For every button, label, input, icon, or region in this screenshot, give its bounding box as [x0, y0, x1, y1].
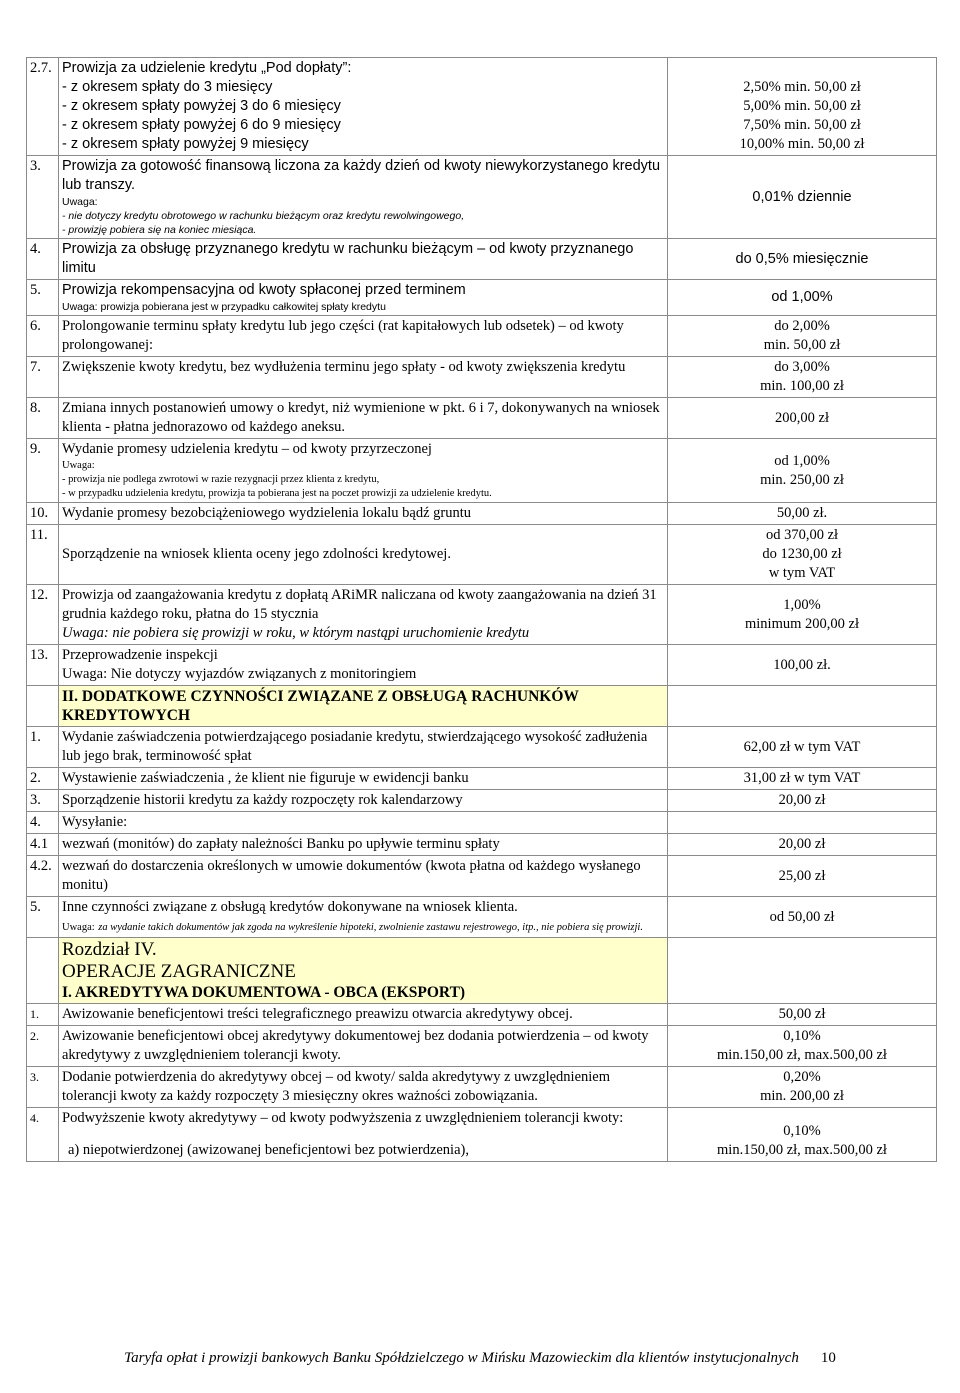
- note-label: Uwaga:: [62, 922, 95, 933]
- row-text: Wydanie promesy udzielenia kredytu – od kwoty przyrzeczonej: [62, 441, 432, 457]
- table-row: [27, 357, 937, 398]
- table-row: [27, 897, 937, 938]
- row-number: 1.: [27, 1004, 59, 1026]
- row-text: Awizowanie beneficjentowi treści telegraficznego preawizu otwarcia akredytywy obcej.: [59, 1004, 668, 1026]
- fee-value: 0,10%: [783, 1028, 821, 1044]
- row-text: Wysyłanie:: [59, 812, 668, 834]
- row-text: - z okresem spłaty powyżej 3 do 6 miesięcy: [62, 98, 341, 114]
- row-number: 7.: [27, 357, 59, 398]
- row-number: 9.: [27, 439, 59, 503]
- row-number: 4.: [27, 1108, 59, 1162]
- row-number: 12.: [27, 585, 59, 645]
- fee-value: od 50,00 zł: [668, 897, 937, 938]
- row-text: Prolongowanie terminu spłaty kredytu lub jego części (rat kapitałowych lub odsetek) – od kwoty prolongowanej:: [59, 316, 668, 357]
- row-text: Zwiększenie kwoty kredytu, bez wydłużenia terminu jego spłaty - od kwoty zwiększenia kredytu: [59, 357, 668, 398]
- table-row: [27, 156, 937, 239]
- table-row: [27, 280, 937, 316]
- table-row: [27, 503, 937, 525]
- chapter-subtitle: OPERACJE ZAGRANICZNE: [62, 961, 296, 982]
- fee-value: 200,00 zł: [668, 398, 937, 439]
- table-row: [27, 1004, 937, 1026]
- row-number: 5.: [27, 280, 59, 316]
- note-text: Uwaga: prowizja pobierana jest w przypadku całkowitej spłaty kredytu: [62, 301, 386, 313]
- row-number: 3.: [27, 1067, 59, 1108]
- table-row: [27, 585, 937, 645]
- fee-value: 5,00% min. 50,00 zł: [743, 98, 861, 114]
- row-number: 4.: [27, 812, 59, 834]
- table-row: [27, 1108, 937, 1162]
- fee-table: [26, 57, 937, 1162]
- row-text: Wystawienie zaświadczenia , że klient nie figuruje w ewidencji banku: [59, 768, 668, 790]
- row-text: - z okresem spłaty powyżej 6 do 9 miesięcy: [62, 117, 341, 133]
- note-text: Uwaga: Nie dotyczy wyjazdów związanych z monitoringiem: [62, 666, 417, 682]
- row-number: 4.2.: [27, 856, 59, 897]
- row-text: Przeprowadzenie inspekcji: [62, 647, 218, 663]
- note-text: Uwaga: nie pobiera się prowizji w roku, w którym nastąpi uruchomienie kredytu: [62, 625, 530, 641]
- table-row: [27, 239, 937, 280]
- row-number: 2.7.: [27, 58, 59, 156]
- fee-value: [668, 812, 937, 834]
- row-text: Sporządzenie na wniosek klienta oceny jego zdolności kredytowej.: [59, 525, 668, 585]
- fee-value: 0,10%: [783, 1123, 821, 1139]
- fee-value: 2,50% min. 50,00 zł: [743, 79, 861, 95]
- row-text: Zmiana innych postanowień umowy o kredyt, niż wymienione w pkt. 6 i 7, dokonywanych na wniosek klienta - płatna jednorazowo od każdego aneksu.: [59, 398, 668, 439]
- row-text: Wydanie promesy bezobciążeniowego wydzielenia lokalu bądź gruntu: [59, 503, 668, 525]
- row-number: 5.: [27, 897, 59, 938]
- row-text: Dodanie potwierdzenia do akredytywy obcej – od kwoty/ salda akredytywy z uwzględnieniem tolerancji kwoty za każdy rozpoczęty 3 miesięczny okres ważności zobowiązania.: [59, 1067, 668, 1108]
- fee-value: do 3,00%: [774, 359, 830, 375]
- fee-value: min.150,00 zł, max.500,00 zł: [717, 1047, 887, 1063]
- fee-value: min. 200,00 zł: [760, 1088, 844, 1104]
- row-number: 4.1: [27, 834, 59, 856]
- chapter-heading-row: [27, 938, 937, 1004]
- section-heading: II. DODATKOWE CZYNNOŚCI ZWIĄZANE Z OBSŁUGĄ RACHUNKÓW KREDYTOWYCH: [59, 686, 668, 727]
- row-number: 8.: [27, 398, 59, 439]
- fee-value: do 2,00%: [774, 318, 830, 334]
- fee-value: od 1,00%: [668, 280, 937, 316]
- row-text: Podwyższenie kwoty akredytywy – od kwoty podwyższenia z uwzględnieniem tolerancji kwoty:: [62, 1110, 624, 1126]
- section-heading: I. AKREDYTYWA DOKUMENTOWA - OBCA (EKSPORT): [62, 984, 466, 1001]
- note-label: Uwaga:: [62, 460, 95, 471]
- table-row: [27, 398, 937, 439]
- row-text: Wydanie zaświadczenia potwierdzającego posiadanie kredytu, stwierdzającego wysokość zadłużenia lub jego brak, terminowość spłat: [59, 727, 668, 768]
- row-number: 6.: [27, 316, 59, 357]
- fee-value: 0,20%: [783, 1069, 821, 1085]
- table-row: [27, 812, 937, 834]
- row-text: Prowizja rekompensacyjna od kwoty spłaconej przed terminem: [62, 282, 466, 298]
- fee-value: do 1230,00 zł: [762, 546, 842, 562]
- table-row: [27, 856, 937, 897]
- note-text: - nie dotyczy kredytu obrotowego w rachunku bieżącym oraz kredytu rewolwingowego,: [62, 210, 465, 222]
- table-row: [27, 58, 937, 156]
- row-number: 4.: [27, 239, 59, 280]
- fee-value: 100,00 zł.: [668, 645, 937, 686]
- page-number: 10: [820, 1350, 836, 1366]
- note-text: - w przypadku udzielenia kredytu, prowizja ta pobierana jest na poczet prowizji za udzielenie kredytu.: [62, 488, 492, 499]
- row-number: 3.: [27, 156, 59, 239]
- fee-value: 10,00% min. 50,00 zł: [739, 136, 865, 152]
- fee-value: w tym VAT: [768, 565, 836, 581]
- table-row: [27, 1067, 937, 1108]
- fee-value: min. 250,00 zł: [760, 471, 844, 488]
- fee-value: 0,01% dziennie: [668, 156, 937, 239]
- row-text: Prowizja za udzielenie kredytu „Pod dopłaty”:: [62, 60, 352, 76]
- fee-value: min. 100,00 zł: [760, 378, 844, 394]
- fee-value: minimum 200,00 zł: [745, 615, 859, 632]
- row-number: 2.: [27, 768, 59, 790]
- fee-value: od 1,00%: [774, 452, 830, 469]
- table-row: [27, 316, 937, 357]
- fee-value: min. 50,00 zł: [763, 337, 841, 353]
- row-text: wezwań do dostarczenia określonych w umowie dokumentów (kwota płatna od każdego wysłanego monitu): [59, 856, 668, 897]
- note-label: Uwaga:: [62, 196, 98, 208]
- section-heading-row: [27, 686, 937, 727]
- row-text: - z okresem spłaty do 3 miesięcy: [62, 79, 273, 95]
- table-row: [27, 525, 937, 585]
- table-row: [27, 439, 937, 503]
- row-number: 10.: [27, 503, 59, 525]
- row-text: Prowizja za obsługę przyznanego kredytu w rachunku bieżącym – od kwoty przyznanego limitu: [59, 239, 668, 280]
- note-text: - prowizja nie podlega zwrotowi w razie rezygnacji przez klienta z kredytu,: [62, 474, 380, 485]
- fee-value: 31,00 zł w tym VAT: [668, 768, 937, 790]
- table-row: [27, 1026, 937, 1067]
- sub-item-text: a) niepotwierdzonej (awizowanej beneficjentowi bez potwierdzenia),: [68, 1142, 469, 1158]
- fee-value: 1,00%: [783, 596, 821, 613]
- table-row: [27, 768, 937, 790]
- footer-text: Taryfa opłat i prowizji bankowych Banku Spółdzielczego w Mińsku Mazowieckim dla klientów instytucjonalnych: [124, 1350, 799, 1366]
- row-text: - z okresem spłaty powyżej 9 miesięcy: [62, 136, 309, 152]
- fee-value: 20,00 zł: [668, 790, 937, 812]
- table-row: [27, 790, 937, 812]
- fee-value: 7,50% min. 50,00 zł: [743, 117, 861, 133]
- fee-value: min.150,00 zł, max.500,00 zł: [717, 1142, 887, 1158]
- row-text: Sporządzenie historii kredytu za każdy rozpoczęty rok kalendarzowy: [59, 790, 668, 812]
- row-number: 3.: [27, 790, 59, 812]
- row-text: Prowizja za gotowość finansową liczona za każdy dzień od kwoty niewykorzystanego kredytu lub transzy.: [62, 158, 661, 193]
- row-number: 1.: [27, 727, 59, 768]
- fee-value: od 370,00 zł: [765, 527, 839, 543]
- chapter-title: Rozdział IV.: [62, 939, 157, 960]
- note-text: za wydanie takich dokumentów jak zgoda na wykreślenie hipoteki, zwolnienie zastawu rejestrowego, itp., nie pobiera się prowizji.: [98, 922, 643, 933]
- row-number: 11.: [27, 525, 59, 585]
- fee-value: do 0,5% miesięcznie: [668, 239, 937, 280]
- table-row: [27, 645, 937, 686]
- page-footer: [0, 1350, 960, 1367]
- table-row: [27, 834, 937, 856]
- fee-value: 50,00 zł: [668, 1004, 937, 1026]
- fee-value: 20,00 zł: [668, 834, 937, 856]
- row-text: wezwań (monitów) do zapłaty należności Banku po upływie terminu spłaty: [59, 834, 668, 856]
- row-number: 13.: [27, 645, 59, 686]
- row-text: Awizowanie beneficjentowi obcej akredytywy dokumentowej bez dodania potwierdzenia – od kwoty akredytywy z uwzględnieniem tolerancji kwoty.: [59, 1026, 668, 1067]
- fee-value: 50,00 zł.: [668, 503, 937, 525]
- fee-value: 62,00 zł w tym VAT: [668, 727, 937, 768]
- table-row: [27, 727, 937, 768]
- row-text: Inne czynności związane z obsługą kredytów dokonywane na wniosek klienta.: [62, 899, 518, 915]
- row-text: Prowizja od zaangażowania kredytu z dopłatą ARiMR naliczana od kwoty zaangażowania na dzień 31 grudnia każdego roku, płatna do 15 stycznia: [62, 587, 657, 622]
- row-number: 2.: [27, 1026, 59, 1067]
- fee-value: 25,00 zł: [668, 856, 937, 897]
- note-text: - prowizję pobiera się na koniec miesiąca.: [62, 224, 257, 236]
